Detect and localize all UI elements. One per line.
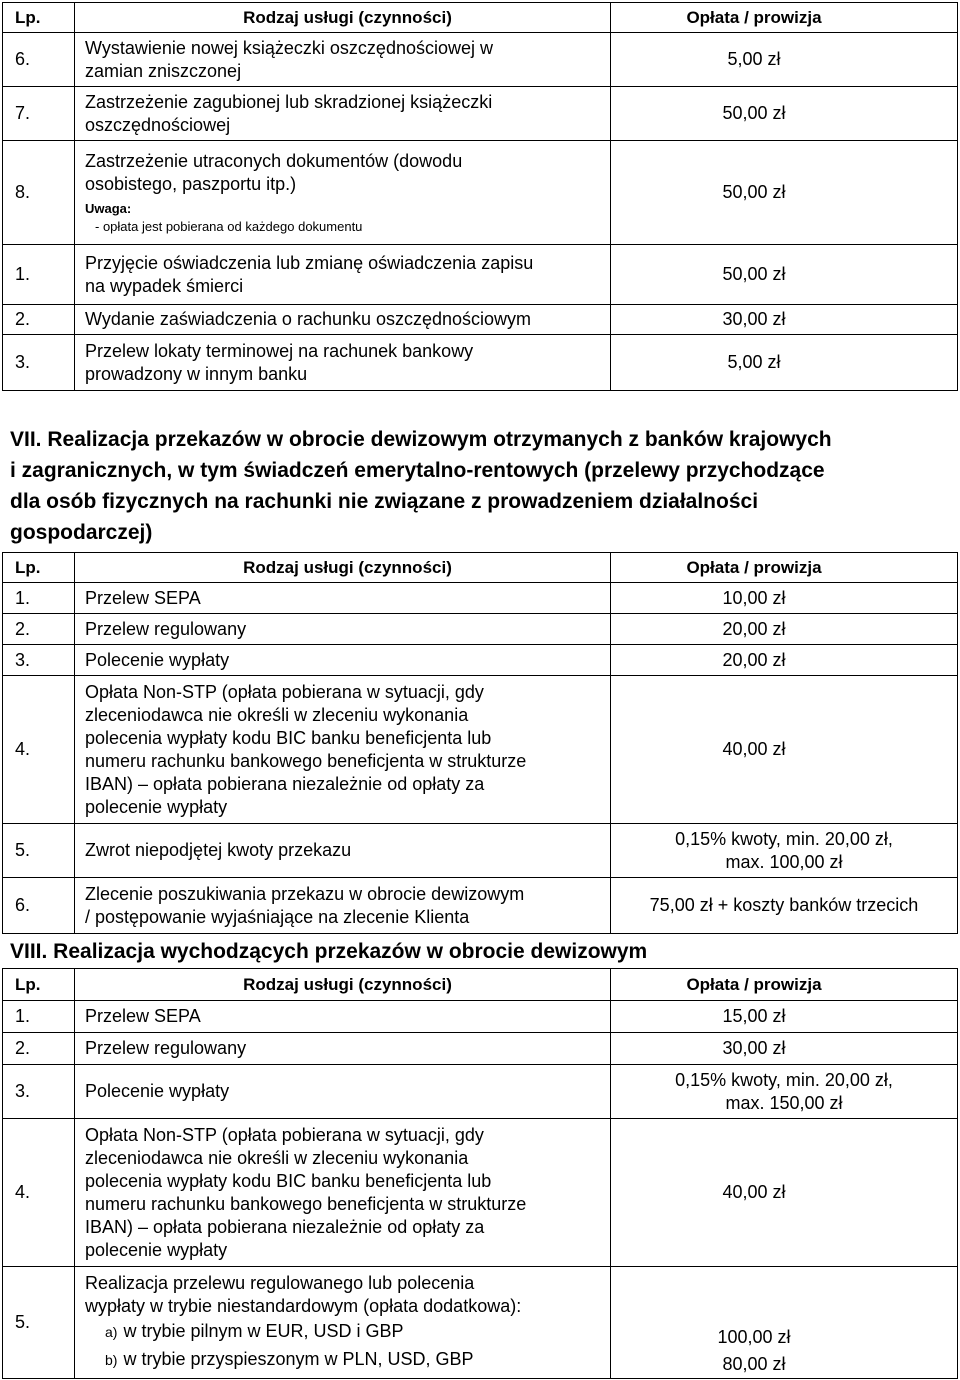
- service-line: numeru rachunku bankowego beneficjenta w strukturze: [85, 1193, 527, 1214]
- service-line: zamian zniszczonej: [85, 60, 242, 81]
- service-line: Przelew lokaty terminowej na rachunek bankowy: [85, 340, 474, 361]
- row-service: Zwrot niepodjętej kwoty przekazu: [75, 824, 611, 878]
- sub-item-a: [85, 1318, 610, 1346]
- header-lp: Lp.: [3, 553, 75, 583]
- service-line: IBAN) – opłata pobierana niezależnie od opłaty za: [85, 773, 485, 794]
- fee-table-1: [2, 2, 958, 391]
- service-line: / postępowanie wyjaśniające na zlecenie Klienta: [85, 906, 470, 927]
- row-fee: 10,00 zł: [611, 583, 958, 614]
- table-row: [3, 305, 958, 335]
- table-row: [3, 614, 958, 645]
- table-row: [3, 1119, 958, 1267]
- table-row: [3, 87, 958, 141]
- row-service: [75, 1119, 611, 1267]
- sub-item-text: w trybie pilnym w EUR, USD i GBP: [123, 1320, 404, 1341]
- table-row: [3, 1001, 958, 1033]
- service-line: oszczędnościowej: [85, 114, 231, 135]
- row-lp: 2.: [3, 614, 75, 645]
- service-line: osobistego, paszportu itp.): [85, 173, 297, 194]
- row-lp: 5.: [3, 1267, 75, 1379]
- service-line: Zlecenie poszukiwania przekazu w obrocie dewizowym: [85, 883, 525, 904]
- row-lp: 1.: [3, 245, 75, 305]
- row-fee: [611, 1267, 958, 1379]
- row-lp: 2.: [3, 1033, 75, 1065]
- service-line: polecenia wypłaty kodu BIC banku beneficjenta lub: [85, 1170, 492, 1191]
- heading-line: dla osób fizycznych na rachunki nie związane z prowadzeniem działalności: [10, 490, 759, 513]
- row-lp: 3.: [3, 335, 75, 391]
- table-row: [3, 1065, 958, 1119]
- row-service: Przelew SEPA: [75, 583, 611, 614]
- section-7-heading: [10, 424, 950, 548]
- sub-item-letter: a): [105, 1323, 118, 1340]
- service-line: Zastrzeżenie utraconych dokumentów (dowodu: [85, 150, 463, 171]
- row-service: Wydanie zaświadczenia o rachunku oszczędnościowym: [75, 305, 611, 335]
- service-line: Wystawienie nowej książeczki oszczędnościowej w: [85, 37, 493, 58]
- row-service: [75, 676, 611, 824]
- table-row: [3, 824, 958, 878]
- row-lp: 1.: [3, 1001, 75, 1033]
- table-row: [3, 33, 958, 87]
- row-fee: 50,00 zł: [611, 141, 958, 245]
- heading-line: gospodarczej): [10, 521, 153, 544]
- row-service: [75, 141, 611, 245]
- fee-line: max. 150,00 zł: [725, 1092, 843, 1113]
- row-fee: 20,00 zł: [611, 645, 958, 676]
- sub-item-fee: 80,00 zł: [722, 1354, 786, 1374]
- service-line: Zastrzeżenie zagubionej lub skradzionej książeczki: [85, 91, 493, 112]
- row-service: [75, 33, 611, 87]
- fee-line: max. 100,00 zł: [725, 851, 843, 872]
- note-text: - opłata jest pobierana od każdego dokumentu: [95, 218, 363, 234]
- row-service: [75, 335, 611, 391]
- table-header: [3, 969, 958, 1001]
- table-header: [3, 553, 958, 583]
- fee-line: 0,15% kwoty, min. 20,00 zł,: [675, 828, 893, 849]
- service-line: polecenie wypłaty: [85, 796, 228, 817]
- service-line: Realizacja przelewu regulowanego lub polecenia: [85, 1272, 475, 1293]
- row-service: Polecenie wypłaty: [75, 645, 611, 676]
- heading-line: VII. Realizacja przekazów w obrocie dewizowym otrzymanych z banków krajowych: [10, 428, 832, 451]
- row-service: Przelew regulowany: [75, 1033, 611, 1065]
- table-row: [3, 583, 958, 614]
- row-service: Polecenie wypłaty: [75, 1065, 611, 1119]
- row-service: Przelew SEPA: [75, 1001, 611, 1033]
- row-fee: 20,00 zł: [611, 614, 958, 645]
- sub-item-b: [85, 1346, 610, 1374]
- header-fee: Opłata / prowizja: [611, 969, 958, 1001]
- table-header: [3, 3, 958, 33]
- row-fee: 75,00 zł + koszty banków trzecich: [611, 878, 958, 934]
- table-row: [3, 1267, 958, 1379]
- row-fee: [611, 1065, 958, 1119]
- header-lp: Lp.: [3, 3, 75, 33]
- service-line: wypłaty w trybie niestandardowym (opłata dodatkowa):: [85, 1295, 522, 1316]
- row-fee: 50,00 zł: [611, 245, 958, 305]
- row-lp: 2.: [3, 305, 75, 335]
- row-lp: 6.: [3, 33, 75, 87]
- service-line: Opłata Non-STP (opłata pobierana w sytuacji, gdy: [85, 681, 484, 702]
- sub-item-fee: 100,00 zł: [717, 1327, 791, 1347]
- header-service: Rodzaj usługi (czynności): [75, 3, 611, 33]
- note-title: Uwaga:: [85, 200, 132, 216]
- service-line: Przyjęcie oświadczenia lub zmianę oświadczenia zapisu: [85, 252, 534, 273]
- table-row: [3, 141, 958, 245]
- row-lp: 8.: [3, 141, 75, 245]
- row-lp: 1.: [3, 583, 75, 614]
- row-fee: 30,00 zł: [611, 305, 958, 335]
- table-row: [3, 335, 958, 391]
- row-fee: 40,00 zł: [611, 1119, 958, 1267]
- header-service: Rodzaj usługi (czynności): [75, 969, 611, 1001]
- table-row: [3, 1033, 958, 1065]
- fee-table-7: [2, 552, 958, 934]
- row-service: [75, 245, 611, 305]
- sub-item-text: w trybie przyspieszonym w PLN, USD, GBP: [123, 1348, 474, 1369]
- row-fee: 40,00 zł: [611, 676, 958, 824]
- header-fee: Opłata / prowizja: [611, 553, 958, 583]
- row-fee: 5,00 zł: [611, 33, 958, 87]
- row-lp: 4.: [3, 676, 75, 824]
- table-row: [3, 878, 958, 934]
- table-row: [3, 676, 958, 824]
- service-line: zleceniodawca nie określi w zleceniu wykonania: [85, 1147, 469, 1168]
- sub-item-letter: b): [105, 1351, 118, 1368]
- row-lp: 4.: [3, 1119, 75, 1267]
- table-row: [3, 645, 958, 676]
- heading-line: i zagranicznych, w tym świadczeń emerytalno-rentowych (przelewy przychodzące: [10, 459, 825, 482]
- row-service: [75, 87, 611, 141]
- row-fee: 50,00 zł: [611, 87, 958, 141]
- row-service: [75, 1267, 611, 1379]
- row-service: [75, 878, 611, 934]
- row-lp: 5.: [3, 824, 75, 878]
- row-fee: 15,00 zł: [611, 1001, 958, 1033]
- section-8-heading: VIII. Realizacja wychodzących przekazów w obrocie dewizowym: [10, 940, 648, 963]
- service-line: polecenia wypłaty kodu BIC banku beneficjenta lub: [85, 727, 492, 748]
- service-line: Opłata Non-STP (opłata pobierana w sytuacji, gdy: [85, 1124, 484, 1145]
- header-fee: Opłata / prowizja: [611, 3, 958, 33]
- service-line: na wypadek śmierci: [85, 275, 244, 296]
- row-lp: 3.: [3, 1065, 75, 1119]
- fee-line: 0,15% kwoty, min. 20,00 zł,: [675, 1069, 893, 1090]
- fee-table-8: [2, 968, 958, 1379]
- service-line: zleceniodawca nie określi w zleceniu wykonania: [85, 704, 469, 725]
- row-fee: 5,00 zł: [611, 335, 958, 391]
- row-lp: 3.: [3, 645, 75, 676]
- table-row: [3, 245, 958, 305]
- service-line: IBAN) – opłata pobierana niezależnie od opłaty za: [85, 1216, 485, 1237]
- row-fee: 30,00 zł: [611, 1033, 958, 1065]
- service-line: prowadzony w innym banku: [85, 363, 308, 384]
- row-lp: 6.: [3, 878, 75, 934]
- row-service: Przelew regulowany: [75, 614, 611, 645]
- header-service: Rodzaj usługi (czynności): [75, 553, 611, 583]
- service-line: polecenie wypłaty: [85, 1239, 228, 1260]
- header-lp: Lp.: [3, 969, 75, 1001]
- row-fee: [611, 824, 958, 878]
- row-lp: 7.: [3, 87, 75, 141]
- service-line: numeru rachunku bankowego beneficjenta w strukturze: [85, 750, 527, 771]
